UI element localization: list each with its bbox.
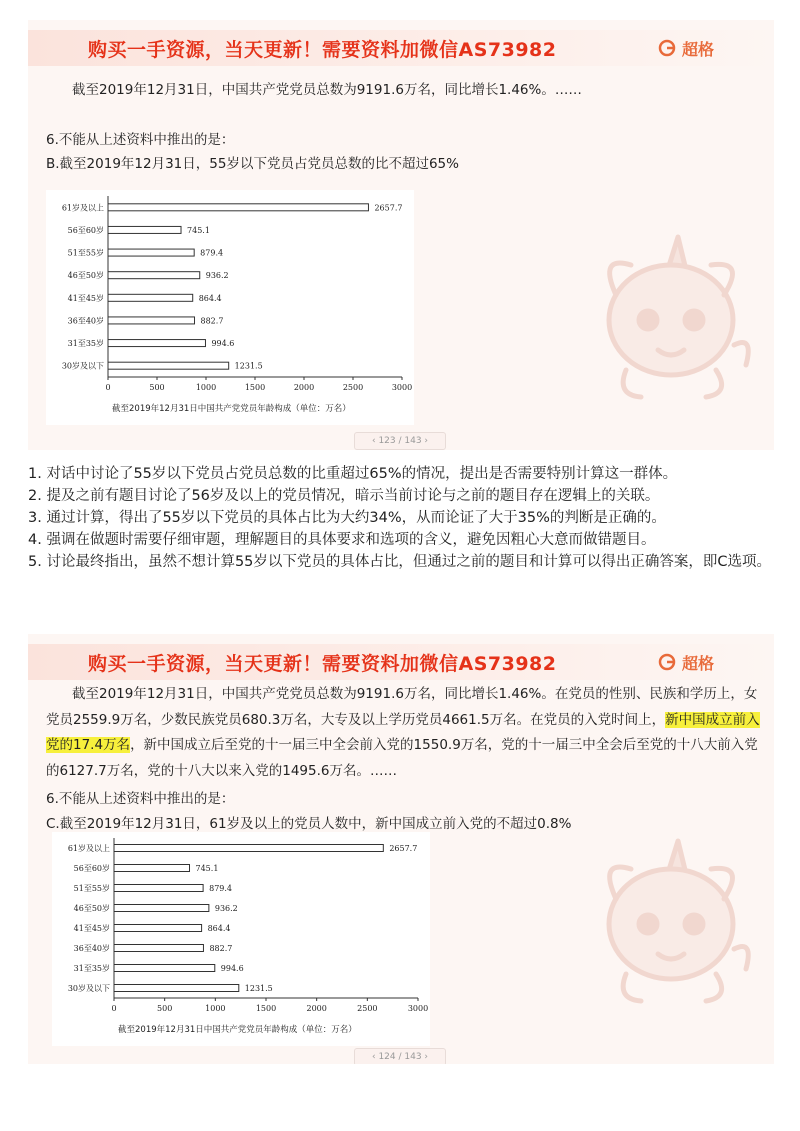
value-label: 879.4 — [209, 884, 233, 893]
value-label: 882.7 — [209, 944, 233, 953]
value-label: 1231.5 — [244, 984, 273, 993]
summary-item: 2. 提及之前有题目讨论了56岁及以上的党员情况，暗示当前讨论与之前的题目存在逻辑上的关联。 — [28, 488, 660, 504]
paragraph-part: 截至2019年12月31日，中国共产党党员总数为9191.6万名，同比增长1.46%。在党员的性别、民族和学历上，女党员2559.9万名，少数民族党员680.3万名，大专及以上学历党员4661.5万名。在党员的入党时间上， — [46, 686, 758, 728]
value-label: 864.4 — [207, 924, 231, 933]
x-tick-label: 1000 — [205, 1004, 226, 1013]
category-label: 61岁及以上 — [61, 203, 104, 213]
category-label: 46至50岁 — [67, 271, 104, 281]
unicorn-mascot-watermark-icon — [586, 829, 756, 1009]
slide-page-123 — [28, 20, 774, 450]
bar — [114, 865, 190, 872]
x-tick-label: 2000 — [306, 1004, 327, 1013]
category-label: 36至40岁 — [67, 316, 104, 326]
option-text: B.截至2019年12月31日，55岁以下党员占党员总数的比不超过65% — [46, 156, 459, 172]
x-tick-label: 500 — [149, 383, 165, 392]
brand-logo-icon — [658, 39, 676, 57]
brand-logo-icon — [658, 653, 676, 671]
bar — [114, 845, 383, 852]
age-structure-chart — [46, 190, 414, 425]
banner-text: 购买一手资源，当天更新！需要资料加微信AS73982 — [88, 653, 557, 675]
category-label: 61岁及以上 — [67, 844, 110, 853]
category-label: 51至55岁 — [73, 884, 110, 893]
page-indicator[interactable]: ‹ 123 / 143 › — [354, 432, 446, 450]
bar — [108, 272, 200, 279]
value-label: 745.1 — [195, 864, 219, 873]
x-tick-label: 2500 — [357, 1004, 378, 1013]
material-paragraph — [46, 682, 761, 784]
bar — [114, 965, 215, 972]
option-text: C.截至2019年12月31日，61岁及以上的党员人数中，新中国成立前入党的不超过0.8% — [46, 816, 572, 832]
bar — [108, 249, 194, 256]
highlighted-phrase: 新中国成立前入党的17.4万名 — [46, 711, 760, 753]
x-tick-label: 1500 — [255, 1004, 277, 1013]
value-label: 2657.7 — [389, 844, 418, 853]
bar — [108, 317, 195, 324]
category-label: 36至40岁 — [73, 944, 110, 953]
value-label: 936.2 — [214, 904, 238, 913]
discussion-summary — [28, 463, 776, 573]
summary-item: 1. 对话中讨论了55岁以下党员占党员总数的比重超过65%的情况，提出是否需要特别计算这一群体。 — [28, 466, 678, 482]
chart-title: 截至2019年12月31日中国共产党党员年龄构成（单位：万名） — [118, 1025, 357, 1035]
category-label: 30岁及以下 — [67, 984, 110, 993]
value-label: 994.6 — [211, 339, 235, 349]
bar — [108, 362, 229, 369]
x-tick-label: 0 — [111, 1004, 117, 1013]
value-label: 2657.7 — [374, 203, 403, 213]
value-label: 1231.5 — [234, 361, 263, 371]
x-tick-label: 2500 — [342, 383, 364, 392]
summary-item: 5. 讨论最终指出，虽然不想计算55岁以下党员的具体占比，但通过之前的题目和计算可以得出正确答案，即C选项。 — [28, 554, 772, 570]
bar — [114, 985, 239, 992]
summary-item: 4. 强调在做题时需要仔细审题，理解题目的具体要求和选项的含义，避免因粗心大意而做错题目。 — [28, 532, 656, 548]
bar — [108, 340, 205, 347]
category-label: 56至60岁 — [67, 225, 104, 235]
slide-page-124 — [28, 634, 774, 1064]
x-tick-label: 0 — [105, 383, 111, 392]
value-label: 879.4 — [200, 248, 224, 258]
value-label: 936.2 — [205, 271, 229, 281]
x-tick-label: 1500 — [244, 383, 266, 392]
brand-name: 超格 — [682, 653, 715, 673]
brand-logo — [658, 36, 714, 60]
promo-banner — [28, 644, 774, 680]
x-tick-label: 500 — [157, 1004, 173, 1013]
question-text: 6.不能从上述资料中推出的是： — [46, 791, 235, 807]
summary-item: 3. 通过计算，得出了55岁以下党员的具体占比为大约34%，从而论证了大于35%的判断是正确的。 — [28, 510, 666, 526]
bar — [114, 925, 202, 932]
age-structure-chart — [52, 832, 430, 1046]
category-label: 41至45岁 — [73, 924, 110, 933]
value-label: 745.1 — [187, 225, 210, 235]
bar — [114, 885, 203, 892]
x-tick-label: 1000 — [195, 383, 217, 392]
bar — [108, 204, 368, 211]
intro-text: 截至2019年12月31日，中国共产党党员总数为9191.6万名，同比增长1.46%。…… — [72, 82, 582, 98]
promo-banner — [28, 30, 774, 66]
paragraph-part: ，新中国成立后至党的十一届三中全会前入党的1550.9万名，党的十一届三中全会后至党的十八大前入党的6127.7万名，党的十八大以来入党的1495.6万名。…… — [46, 737, 758, 779]
category-label: 30岁及以下 — [61, 361, 104, 371]
value-label: 882.7 — [200, 316, 224, 326]
unicorn-mascot-watermark-icon — [586, 225, 756, 405]
page-indicator[interactable]: ‹ 124 / 143 › — [354, 1048, 446, 1064]
category-label: 41至45岁 — [67, 293, 104, 303]
question-text: 6.不能从上述资料中推出的是： — [46, 132, 235, 148]
category-label: 56至60岁 — [73, 864, 110, 873]
bar — [114, 945, 203, 952]
chart-title: 截至2019年12月31日中国共产党党员年龄构成（单位：万名） — [112, 404, 351, 414]
value-label: 864.4 — [198, 293, 222, 303]
category-label: 51至55岁 — [67, 248, 104, 258]
brand-logo — [658, 650, 714, 674]
value-label: 994.6 — [220, 964, 244, 973]
x-tick-label: 3000 — [391, 383, 413, 392]
x-tick-label: 3000 — [407, 1004, 429, 1013]
banner-text: 购买一手资源，当天更新！需要资料加微信AS73982 — [88, 39, 557, 61]
category-label: 31至35岁 — [67, 339, 104, 349]
bar — [108, 294, 193, 301]
brand-name: 超格 — [682, 39, 715, 59]
category-label: 31至35岁 — [73, 964, 110, 973]
bar — [114, 905, 209, 912]
category-label: 46至50岁 — [73, 904, 110, 913]
bar — [108, 226, 181, 233]
x-tick-label: 2000 — [293, 383, 315, 392]
